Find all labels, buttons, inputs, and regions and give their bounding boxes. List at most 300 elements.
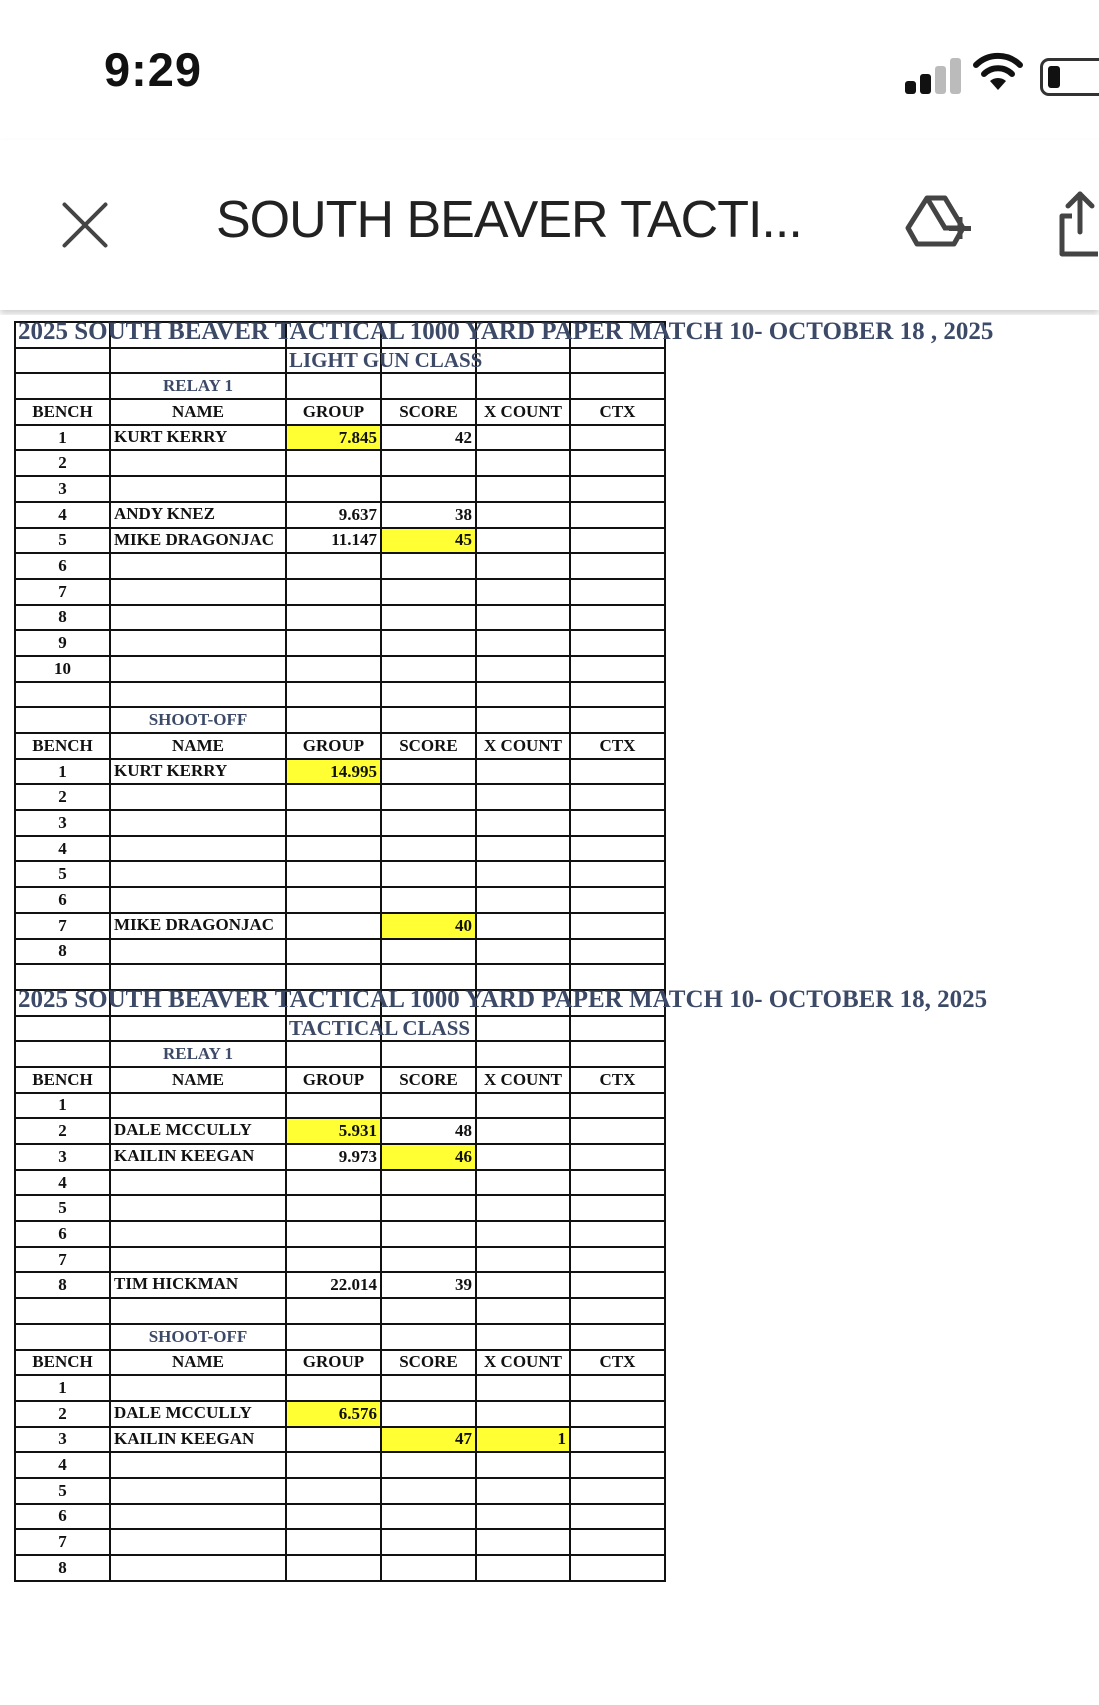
table-row (15, 861, 665, 887)
table-cell (381, 322, 476, 348)
score-cell (381, 450, 476, 476)
ctx-cell (570, 1452, 665, 1478)
x-count-cell (476, 1401, 570, 1427)
table-cell (286, 1298, 381, 1324)
column-header-score: SCORE (381, 1350, 476, 1376)
name-cell (110, 784, 286, 810)
ctx-cell (570, 1272, 665, 1298)
table-cell (570, 322, 665, 348)
name-cell (110, 450, 286, 476)
score-cell (381, 887, 476, 913)
column-header-row (15, 733, 665, 759)
group-cell: 5.931 (286, 1118, 381, 1144)
column-header-name: NAME (110, 399, 286, 425)
table-cell (570, 682, 665, 708)
group-cell: 9.973 (286, 1144, 381, 1170)
name-cell (110, 1452, 286, 1478)
column-header-row (15, 1067, 665, 1093)
status-bar (0, 0, 1099, 140)
group-cell (286, 630, 381, 656)
name-cell (110, 528, 286, 554)
bench-cell: 6 (15, 887, 110, 913)
x-count-cell (476, 1272, 570, 1298)
score-cell (381, 1221, 476, 1247)
shooter-name: KURT KERRY (114, 760, 228, 780)
name-cell (110, 502, 286, 528)
ctx-cell (570, 528, 665, 554)
table-cell (15, 682, 110, 708)
x-count-cell (476, 656, 570, 682)
bench-cell: 6 (15, 553, 110, 579)
share-icon[interactable] (1058, 190, 1099, 260)
x-count-cell (476, 1452, 570, 1478)
table-row (15, 1195, 665, 1221)
name-cell (110, 1093, 286, 1119)
bench-cell: 4 (15, 1452, 110, 1478)
table-row (15, 450, 665, 476)
name-cell (110, 1427, 286, 1453)
name-cell (110, 759, 286, 785)
group-cell (286, 861, 381, 887)
group-cell (286, 1170, 381, 1196)
x-count-cell (476, 1555, 570, 1581)
table-cell (381, 682, 476, 708)
column-header-score: SCORE (381, 1067, 476, 1093)
name-cell (110, 939, 286, 965)
bench-cell: 5 (15, 861, 110, 887)
x-count-cell (476, 1195, 570, 1221)
table-row (15, 784, 665, 810)
x-count-cell (476, 1118, 570, 1144)
column-header-ctx: CTX (570, 399, 665, 425)
group-cell (286, 1555, 381, 1581)
group-cell (286, 1452, 381, 1478)
score-cell (381, 476, 476, 502)
x-count-cell (476, 939, 570, 965)
ctx-cell (570, 476, 665, 502)
name-cell (110, 1272, 286, 1298)
column-header-group: GROUP (286, 399, 381, 425)
group-cell (286, 784, 381, 810)
score-cell (381, 1093, 476, 1119)
shooter-name: DALE MCCULLY (114, 1402, 252, 1422)
shootoff-label-row (15, 1324, 665, 1350)
score-cell (381, 1375, 476, 1401)
x-count-cell (476, 450, 570, 476)
group-cell (286, 1195, 381, 1221)
table-cell (15, 707, 110, 733)
class-row (15, 348, 665, 374)
x-count-cell (476, 861, 570, 887)
x-count-cell (476, 425, 570, 451)
name-cell (110, 861, 286, 887)
ctx-cell (570, 1478, 665, 1504)
score-cell (381, 1478, 476, 1504)
group-cell (286, 553, 381, 579)
table-cell (476, 990, 570, 1016)
score-cell (381, 656, 476, 682)
table-cell (110, 1016, 286, 1042)
group-cell: 11.147 (286, 528, 381, 554)
table-cell (286, 373, 381, 399)
x-count-cell (476, 1375, 570, 1401)
bench-cell: 3 (15, 476, 110, 502)
column-header-group: GROUP (286, 1350, 381, 1376)
x-count-cell (476, 1093, 570, 1119)
bench-cell: 8 (15, 1272, 110, 1298)
column-header-score: SCORE (381, 733, 476, 759)
name-cell (110, 1375, 286, 1401)
column-header-x-count: X COUNT (476, 733, 570, 759)
table-cell (286, 1324, 381, 1350)
column-header-x-count: X COUNT (476, 399, 570, 425)
table-cell (110, 322, 286, 348)
ctx-cell (570, 553, 665, 579)
score-cell (381, 1247, 476, 1273)
group-cell (286, 1529, 381, 1555)
column-header-ctx: CTX (570, 1067, 665, 1093)
name-cell (110, 1401, 286, 1427)
shooter-name: ANDY KNEZ (114, 503, 215, 523)
table-row (15, 836, 665, 862)
ctx-cell (570, 1144, 665, 1170)
shootoff-label: SHOOT-OFF (110, 707, 286, 733)
score-cell (381, 579, 476, 605)
bench-cell: 4 (15, 836, 110, 862)
shooter-name: KURT KERRY (114, 426, 228, 446)
match-title: 2025 SOUTH BEAVER TACTICAL 1000 YARD PAPER MATCH 10- OCTOBER 18, 2025 (18, 985, 988, 1013)
table-row (15, 553, 665, 579)
x-count-cell (476, 1144, 570, 1170)
table-row (15, 1144, 665, 1170)
relay-label-row (15, 373, 665, 399)
table-row (15, 1170, 665, 1196)
column-header-row (15, 1350, 665, 1376)
x-count-cell (476, 1504, 570, 1530)
table-cell (381, 1041, 476, 1067)
table-cell (570, 1016, 665, 1042)
table-cell (15, 373, 110, 399)
shootoff-label-row (15, 707, 665, 733)
table-cell (110, 990, 286, 1016)
group-cell (286, 1247, 381, 1273)
score-cell (381, 836, 476, 862)
group-cell: 14.995 (286, 759, 381, 785)
bench-cell: 2 (15, 784, 110, 810)
bench-cell: 3 (15, 810, 110, 836)
cellular-signal-icon (905, 56, 965, 94)
group-cell (286, 1504, 381, 1530)
ctx-cell (570, 1221, 665, 1247)
table-cell (381, 373, 476, 399)
shooter-name: TIM HICKMAN (114, 1274, 239, 1294)
group-cell (286, 887, 381, 913)
table-cell (476, 373, 570, 399)
column-header-x-count: X COUNT (476, 1350, 570, 1376)
battery-icon (1040, 58, 1099, 96)
bench-cell: 2 (15, 1118, 110, 1144)
name-cell (110, 630, 286, 656)
table-row (15, 579, 665, 605)
relay-label: RELAY 1 (110, 1041, 286, 1067)
table-cell (381, 1324, 476, 1350)
table-cell (381, 990, 476, 1016)
x-count-cell (476, 784, 570, 810)
score-sheet-table (14, 318, 994, 1582)
table-cell (15, 1298, 110, 1324)
bench-cell: 7 (15, 913, 110, 939)
group-cell: 7.845 (286, 425, 381, 451)
table-cell (15, 1324, 110, 1350)
match-title: 2025 SOUTH BEAVER TACTICAL 1000 YARD PAPER MATCH 10- OCTOBER 18 , 2025 (18, 318, 994, 345)
score-cell (381, 1529, 476, 1555)
table-cell (286, 347, 483, 374)
score-cell (381, 605, 476, 631)
column-header-name: NAME (110, 1350, 286, 1376)
score-cell (381, 1504, 476, 1530)
score-cell (381, 630, 476, 656)
score-cell (381, 1452, 476, 1478)
add-to-drive-icon[interactable] (905, 192, 975, 254)
group-cell (286, 1375, 381, 1401)
group-cell: 6.576 (286, 1401, 381, 1427)
bench-cell: 2 (15, 450, 110, 476)
bench-cell: 1 (15, 1093, 110, 1119)
table-cell (286, 1041, 381, 1067)
table-row (15, 425, 665, 451)
bench-cell: 5 (15, 1478, 110, 1504)
class-name: TACTICAL CLASS (289, 1015, 471, 1040)
score-cell (381, 810, 476, 836)
score-cell (381, 1195, 476, 1221)
group-cell (286, 605, 381, 631)
ctx-cell (570, 1504, 665, 1530)
class-name: LIGHT GUN CLASS (289, 347, 483, 372)
bench-cell: 1 (15, 425, 110, 451)
table-row (15, 1401, 665, 1427)
table-cell (381, 1298, 476, 1324)
bench-cell: 8 (15, 1555, 110, 1581)
shooter-name: DALE MCCULLY (114, 1120, 252, 1140)
group-cell (286, 1427, 381, 1453)
bench-cell: 7 (15, 1247, 110, 1273)
ctx-cell (570, 1529, 665, 1555)
table-cell (286, 322, 381, 348)
table-cell (570, 373, 665, 399)
score-cell (381, 1401, 476, 1427)
x-count-cell (476, 810, 570, 836)
x-count-cell (476, 913, 570, 939)
table-cell (15, 985, 988, 1016)
bench-cell: 8 (15, 605, 110, 631)
ctx-cell (570, 579, 665, 605)
table-row (15, 1272, 665, 1298)
ctx-cell (570, 425, 665, 451)
score-cell (381, 784, 476, 810)
table-cell (476, 1041, 570, 1067)
group-cell (286, 810, 381, 836)
name-cell (110, 913, 286, 939)
x-count-cell (476, 1221, 570, 1247)
table-cell (570, 707, 665, 733)
table-row (15, 810, 665, 836)
name-cell (110, 425, 286, 451)
name-cell (110, 1555, 286, 1581)
score-cell: 45 (381, 528, 476, 554)
close-icon[interactable] (58, 198, 112, 252)
table-row (15, 630, 665, 656)
ctx-cell (570, 759, 665, 785)
ctx-cell (570, 784, 665, 810)
ctx-cell (570, 939, 665, 965)
table-cell (570, 348, 665, 374)
name-cell (110, 1504, 286, 1530)
ctx-cell (570, 1093, 665, 1119)
column-header-row (15, 399, 665, 425)
table-row (15, 1375, 665, 1401)
name-cell (110, 1221, 286, 1247)
x-count-cell (476, 605, 570, 631)
x-count-cell: 1 (476, 1427, 570, 1453)
ctx-cell (570, 450, 665, 476)
table-cell (381, 707, 476, 733)
table-row (15, 759, 665, 785)
bench-cell: 5 (15, 528, 110, 554)
column-header-score: SCORE (381, 399, 476, 425)
group-cell (286, 1221, 381, 1247)
score-cell (381, 759, 476, 785)
group-cell (286, 450, 381, 476)
table-row (15, 1529, 665, 1555)
name-cell (110, 810, 286, 836)
table-cell (476, 1324, 570, 1350)
name-cell (110, 656, 286, 682)
table-cell (286, 1015, 471, 1042)
bench-cell: 9 (15, 630, 110, 656)
bench-cell: 8 (15, 939, 110, 965)
name-cell (110, 476, 286, 502)
x-count-cell (476, 476, 570, 502)
group-cell (286, 1093, 381, 1119)
group-cell (286, 913, 381, 939)
bench-cell: 1 (15, 1375, 110, 1401)
score-cell: 47 (381, 1427, 476, 1453)
table-row (15, 656, 665, 682)
relay-label: RELAY 1 (110, 373, 286, 399)
column-header-bench: BENCH (15, 1067, 110, 1093)
table-cell (15, 1041, 110, 1067)
ctx-cell (570, 1118, 665, 1144)
name-cell (110, 1195, 286, 1221)
table-row (15, 502, 665, 528)
table-cell (110, 682, 286, 708)
name-cell (110, 1478, 286, 1504)
name-cell (110, 553, 286, 579)
column-header-ctx: CTX (570, 1350, 665, 1376)
column-header-group: GROUP (286, 1067, 381, 1093)
shooter-name: KAILIN KEEGAN (114, 1428, 255, 1448)
table-row (15, 939, 665, 965)
table-cell (476, 682, 570, 708)
table-row (15, 1555, 665, 1581)
class-row (15, 1016, 665, 1042)
group-cell (286, 656, 381, 682)
column-header-ctx: CTX (570, 733, 665, 759)
table-cell (286, 707, 381, 733)
x-count-cell (476, 579, 570, 605)
table-row (15, 887, 665, 913)
column-header-name: NAME (110, 733, 286, 759)
column-header-bench: BENCH (15, 733, 110, 759)
score-cell: 40 (381, 913, 476, 939)
table-cell (15, 348, 110, 374)
name-cell (110, 1170, 286, 1196)
table-cell (476, 1016, 570, 1042)
title-row (15, 322, 665, 348)
group-cell (286, 1478, 381, 1504)
table-cell (476, 348, 570, 374)
bench-cell: 2 (15, 1401, 110, 1427)
x-count-cell (476, 1529, 570, 1555)
empty-row (15, 1298, 665, 1324)
ctx-cell (570, 810, 665, 836)
x-count-cell (476, 528, 570, 554)
group-cell (286, 939, 381, 965)
table-cell (476, 1298, 570, 1324)
ctx-cell (570, 656, 665, 682)
ctx-cell (570, 605, 665, 631)
status-time: 9:29 (104, 43, 203, 96)
ctx-cell (570, 1375, 665, 1401)
column-header-bench: BENCH (15, 1350, 110, 1376)
name-cell (110, 1247, 286, 1273)
group-cell (286, 476, 381, 502)
name-cell (110, 887, 286, 913)
table-row (15, 1427, 665, 1453)
name-cell (110, 836, 286, 862)
score-cell (381, 553, 476, 579)
table-cell (286, 990, 381, 1016)
column-header-x-count: X COUNT (476, 1067, 570, 1093)
bench-cell: 4 (15, 1170, 110, 1196)
group-cell (286, 836, 381, 862)
table-cell (381, 1016, 476, 1042)
column-header-bench: BENCH (15, 399, 110, 425)
score-cell: 46 (381, 1144, 476, 1170)
x-count-cell (476, 1170, 570, 1196)
table-row (15, 528, 665, 554)
bench-cell: 7 (15, 579, 110, 605)
title-row (15, 990, 665, 1016)
ctx-cell (570, 1555, 665, 1581)
table-cell (15, 318, 994, 348)
bench-cell: 6 (15, 1504, 110, 1530)
relay-label-row (15, 1041, 665, 1067)
table-cell (570, 1298, 665, 1324)
table-cell (110, 348, 286, 374)
x-count-cell (476, 502, 570, 528)
table-cell (570, 1041, 665, 1067)
score-cell (381, 939, 476, 965)
table-row (15, 476, 665, 502)
bench-cell: 10 (15, 656, 110, 682)
x-count-cell (476, 759, 570, 785)
score-cell (381, 861, 476, 887)
ctx-cell (570, 1170, 665, 1196)
column-header-name: NAME (110, 1067, 286, 1093)
table-cell (570, 1324, 665, 1350)
table-cell (476, 707, 570, 733)
